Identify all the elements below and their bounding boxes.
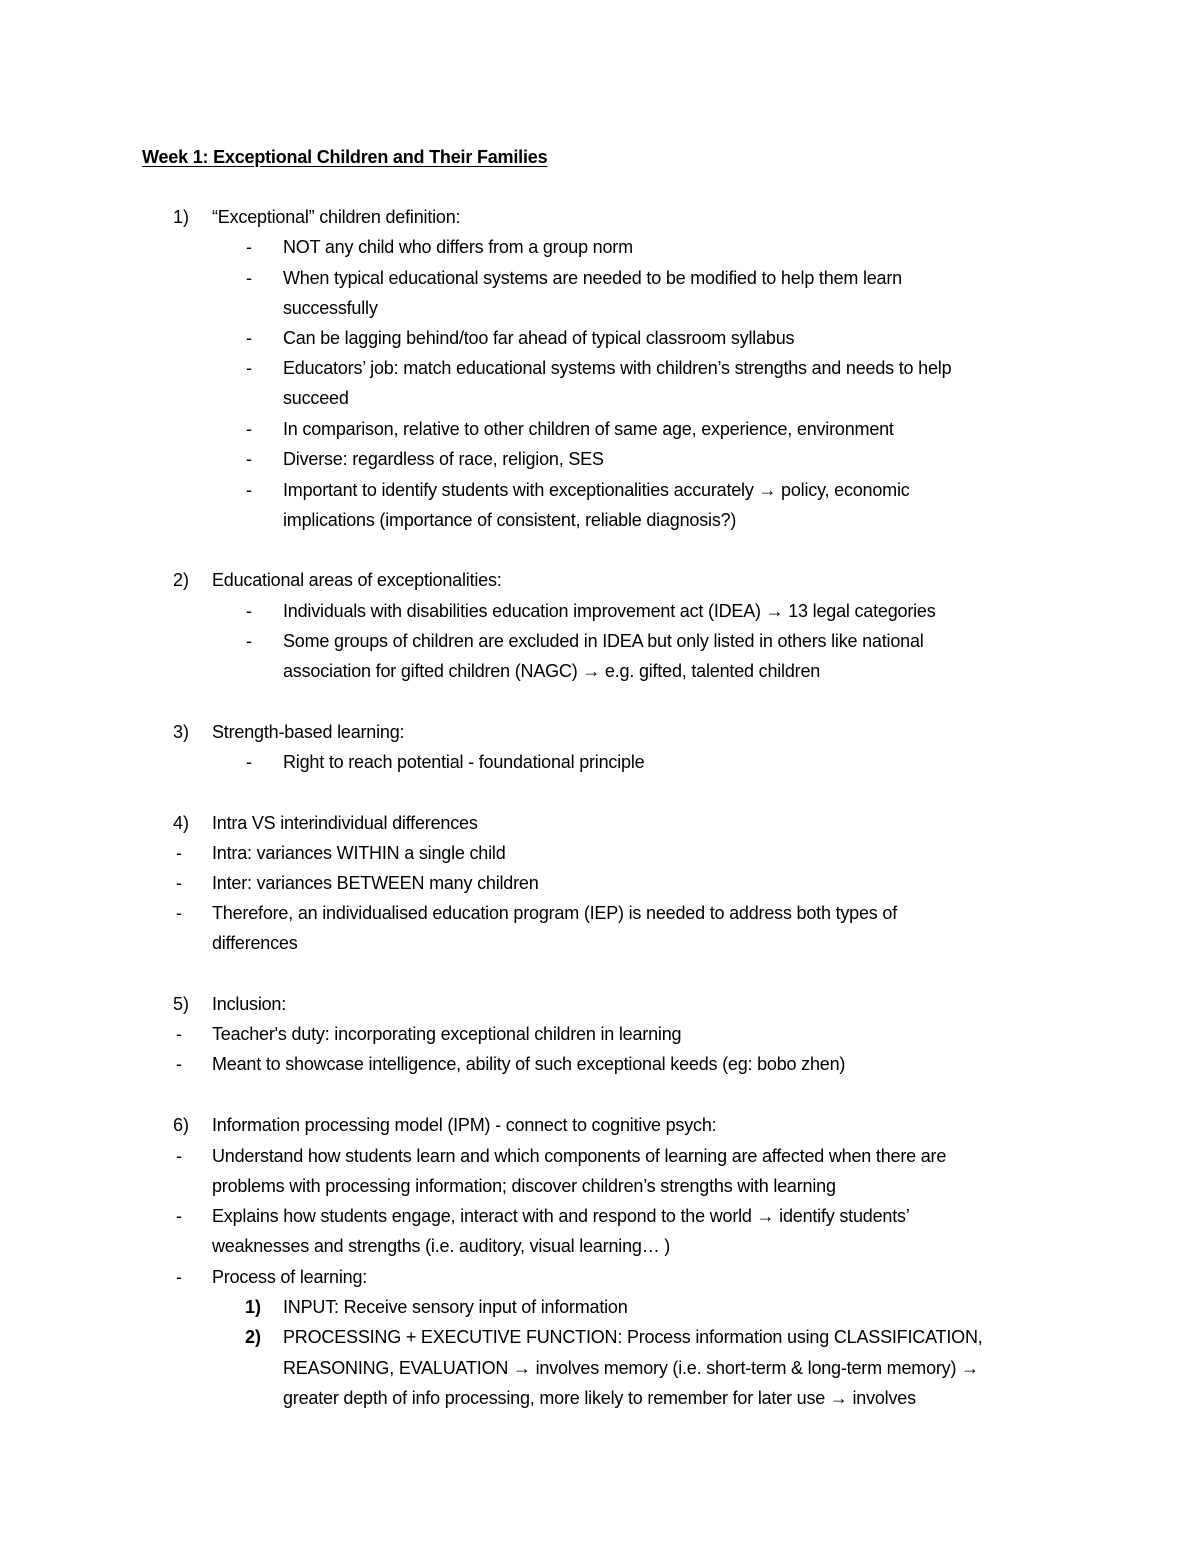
- bullet-text-continued: weaknesses and strengths (i.e. auditory, visual learning… ): [212, 1236, 671, 1256]
- bullet-text: Individuals with disabilities education improvement act (IDEA) → 13 legal categories: [283, 601, 936, 621]
- bullet-text: Explains how students engage, interact with and respond to the world → identify students’: [212, 1206, 910, 1226]
- subitem-number: 1): [245, 1297, 262, 1317]
- bullet-dash: -: [176, 1206, 182, 1226]
- bullet-text: Important to identify students with exceptionalities accurately → policy, economic: [283, 480, 910, 500]
- bullet-text: Intra: variances WITHIN a single child: [212, 843, 506, 863]
- bullet-dash: -: [176, 903, 182, 923]
- bullet-dash: -: [176, 1146, 182, 1166]
- section-number: 5): [173, 994, 190, 1014]
- bullet-text-continued: successfully: [283, 298, 378, 318]
- bullet-text: Right to reach potential - foundational principle: [283, 752, 645, 772]
- section-number: 2): [173, 570, 190, 590]
- section-heading: Intra VS interindividual differences: [212, 813, 478, 833]
- section-heading: Educational areas of exceptionalities:: [212, 570, 502, 590]
- bullet-text-continued: differences: [212, 933, 298, 953]
- bullet-text-continued: problems with processing information; discover children’s strengths with learning: [212, 1176, 836, 1196]
- section-number: 4): [173, 813, 190, 833]
- bullet-text: In comparison, relative to other children of same age, experience, environment: [283, 419, 894, 439]
- bullet-text-continued: implications (importance of consistent, reliable diagnosis?): [283, 510, 737, 530]
- bullet-dash: -: [246, 328, 252, 348]
- subitem-text: PROCESSING + EXECUTIVE FUNCTION: Process information using CLASSIFICATION,: [283, 1327, 983, 1347]
- bullet-dash: -: [176, 873, 182, 893]
- bullet-text: Process of learning:: [212, 1267, 368, 1287]
- section-heading: Information processing model (IPM) - connect to cognitive psych:: [212, 1115, 717, 1135]
- bullet-text: Some groups of children are excluded in IDEA but only listed in others like national: [283, 631, 924, 651]
- section-number: 6): [173, 1115, 190, 1135]
- bullet-text: Teacher's duty: incorporating exceptional children in learning: [212, 1024, 682, 1044]
- bullet-dash: -: [246, 631, 252, 651]
- bullet-dash: -: [246, 268, 252, 288]
- bullet-dash: -: [246, 237, 252, 257]
- subitem-number: 2): [245, 1327, 262, 1347]
- bullet-dash: -: [176, 843, 182, 863]
- bullet-dash: -: [246, 601, 252, 621]
- bullet-text: Meant to showcase intelligence, ability of such exceptional keeds (eg: bobo zhen): [212, 1054, 846, 1074]
- section-number: 3): [173, 722, 190, 742]
- bullet-text-continued: succeed: [283, 388, 349, 408]
- bullet-text-continued: association for gifted children (NAGC) → e.g. gifted, talented children: [283, 661, 821, 681]
- bullet-dash: -: [246, 449, 252, 469]
- bullet-text: Can be lagging behind/too far ahead of typical classroom syllabus: [283, 328, 795, 348]
- subitem-text-continued: REASONING, EVALUATION → involves memory (i.e. short-term & long-term memory) →: [283, 1358, 979, 1378]
- bullet-dash: -: [176, 1024, 182, 1044]
- bullet-text: Educators’ job: match educational systems with children’s strengths and needs to help: [283, 358, 952, 378]
- bullet-dash: -: [246, 358, 252, 378]
- bullet-text: Therefore, an individualised education program (IEP) is needed to address both types of: [212, 903, 898, 923]
- bullet-text: Diverse: regardless of race, religion, SES: [283, 449, 604, 469]
- section-heading: Strength-based learning:: [212, 722, 405, 742]
- bullet-dash: -: [176, 1054, 182, 1074]
- bullet-dash: -: [246, 480, 252, 500]
- section-number: 1): [173, 207, 190, 227]
- bullet-text: When typical educational systems are needed to be modified to help them learn: [283, 268, 902, 288]
- section-heading: “Exceptional” children definition:: [212, 207, 461, 227]
- bullet-dash: -: [246, 752, 252, 772]
- subitem-text-continued: greater depth of info processing, more likely to remember for later use → involves: [283, 1388, 916, 1408]
- bullet-text: Understand how students learn and which components of learning are affected when there are: [212, 1146, 947, 1166]
- document-title: Week 1: Exceptional Children and Their Families: [142, 147, 548, 167]
- bullet-text: NOT any child who differs from a group norm: [283, 237, 633, 257]
- section-heading: Inclusion:: [212, 994, 287, 1014]
- subitem-text: INPUT: Receive sensory input of information: [283, 1297, 628, 1317]
- bullet-text: Inter: variances BETWEEN many children: [212, 873, 539, 893]
- bullet-dash: -: [246, 419, 252, 439]
- bullet-dash: -: [176, 1267, 182, 1287]
